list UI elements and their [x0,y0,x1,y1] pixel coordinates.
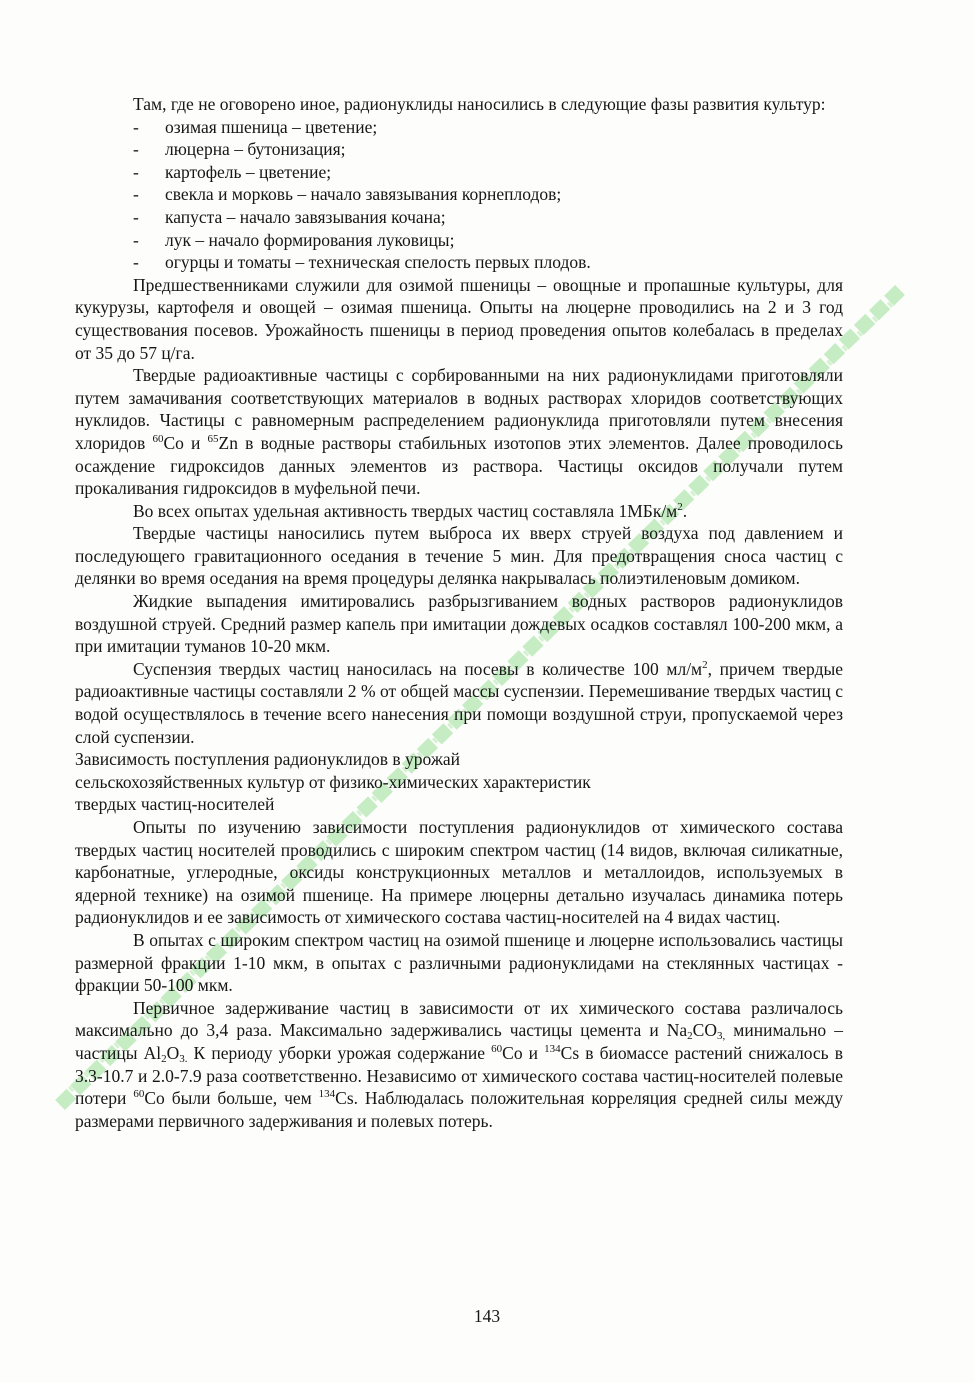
isotope-mass-number: 60 [152,432,164,445]
text-run: Первичное задерживание частиц в зависимости от их химического состава различалось максимально до 3,4 раза. Максимально задерживались частицы цемента и Na [75,997,843,1041]
liquid-fallout-paragraph: Жидкие выпадения имитировались разбрызгиванием водных растворов радионуклидов воздушной струей. Средний размер капель при имитации дождевых осадков составлял 100-200 мкм, а при имитации туманов 10-20 мкм. [75,591,843,657]
list-dash: - [133,161,139,182]
isotope-mass-number: 60 [133,1088,145,1101]
list-dash: - [133,116,139,137]
formula-subscript: 3. [179,1052,188,1065]
text-run: , причем твердые радиоактивные частицы составляли 2 % от общей массы суспензии. Перемешивание твердых частиц с водой осуществлялось в течение всего нанесения при помощи воздушной струи, пропускаемой через слой суспензии. [75,658,843,747]
list-item [133,251,843,274]
list-dash: - [133,206,139,227]
list-item [133,229,843,252]
text-run: Суспензия твердых частиц наносилась на посевы в количестве 100 мл/м [133,658,703,679]
list-dash: - [133,139,139,160]
list-item [133,138,843,161]
specific-activity-paragraph [75,500,843,523]
text-run: Zn в водные растворы стабильных изотопов этих элементов. Далее проводилось осаждение гидроксидов данных элементов из раствора. Частицы оксидов получали путем прокаливания гидроксидов в муфельной печи. [75,432,843,499]
chemical-composition-paragraph: Опыты по изучению зависимости поступления радионуклидов от химического состава твердых частиц носителей проводились с широким спектром частиц (14 видов, включая силикатные, карбонатные, углеродные, оксиды конструкционных металлов и металлоидов, используемых в ядерной технике) на озимой пшенице. На примере люцерны детально изучалась динамика потерь радионуклидов и ее зависимость от химического состава частиц-носителей на 4 видах частиц. [75,817,843,928]
suspension-paragraph [75,658,843,748]
list-item-text: картофель – цветение; [165,161,332,182]
text-run: Cs в биомассе растений снижалось в 3.3-10.7 и 2.0-7.9 раза соответственно. Независимо от химического состава частиц-носителей полевые потери [75,1042,844,1109]
list-item [133,183,843,206]
primary-retention-paragraph [75,997,843,1133]
particle-preparation-paragraph [75,364,843,500]
particle-fractions-paragraph: В опытах с широким спектром частиц на озимой пшенице и люцерне использовались частицы размерной фракции 1-10 мкм, в опытах с различными радионуклидами на стеклянных частицах - фракции 50-100 мкм. [75,929,843,996]
section-heading-line: твердых частиц-носителей [75,794,275,815]
section-heading-line: сельскохозяйственных культур от физико-химических характеристик [75,771,591,792]
isotope-mass-number: 134 [318,1088,336,1101]
unit-exponent: 2 [677,500,683,513]
list-item [133,161,843,184]
list-item [133,206,843,229]
text-run: . [682,500,688,521]
text-run: минимально – частицы Al [75,1020,844,1063]
page-body [75,93,843,1132]
list-dash: - [133,229,139,250]
text-run: Во всех опытах удельная активность твердых частиц составляла 1МБк/м [133,500,678,521]
list-item-text: огурцы и томаты – техническая спелость первых плодов. [165,252,591,273]
text-run: К периоду уборки урожая содержание [187,1042,492,1063]
list-item-text: лук – начало формирования луковицы; [165,229,455,250]
list-item-text: свекла и морковь – начало завязывания корнеплодов; [165,184,562,205]
unit-exponent: 2 [702,658,708,671]
particle-application-paragraph: Твердые частицы наносились путем выброса их вверх струей воздуха под давлением и последующего гравитационного оседания в течение 5 мин. Для предотвращения сноса частиц с делянки во время оседания на время процедуры делянка накрывалась полиэтиленовым домиком. [75,523,843,589]
isotope-mass-number: 65 [207,432,219,445]
predecessors-paragraph: Предшественниками служили для озимой пшеницы – овощные и пропашные культуры, для кукурузы, картофеля и овощей – озимая пшеница. Опыты на люцерне проводились на 2 и 3 год существования посевов. Урожайность пшеницы в период проведения опытов колебалась в пределах от 35 до 57 ц/га. [75,274,843,363]
list-dash: - [133,184,139,205]
formula-subscript: 3, [716,1030,726,1043]
text-run: Co и [502,1042,545,1063]
intro-paragraph: Там, где не оговорено иное, радионуклиды наносились в следующие фазы развития культур: [133,94,826,114]
list-item [133,116,843,139]
list-item-text: люцерна – бутонизация; [165,139,346,160]
section-heading-line: Зависимость поступления радионуклидов в урожай [75,749,461,770]
page-number: 143 [473,1306,501,1326]
text-run: Cs. Наблюдалась положительная корреляция средней силы между размерами первичного задерживания и полевых потерь. [75,1088,843,1131]
list-item-text: озимая пшеница – цветение; [165,116,378,137]
formula-subscript: 2 [161,1052,167,1065]
isotope-mass-number: 60 [491,1042,503,1055]
text-run: CO [692,1020,717,1041]
isotope-mass-number: 134 [544,1042,561,1055]
text-run: Co были больше, чем [144,1088,319,1109]
development-phases-list [75,116,843,274]
text-run: Твердые радиоактивные частицы с сорбированными на них радионуклидами приготовляли путем замачивания соответствующих материалов в водных растворах хлоридов соответствующих нуклидов. Частицы с равномерным распределением радионуклида приготовляли путем внесения хлоридов [75,365,843,453]
formula-subscript: 2 [687,1030,693,1043]
text-run: O [166,1042,180,1063]
text-run: Co и [163,432,208,453]
list-item-text: капуста – начало завязывания кочана; [165,206,446,227]
list-dash: - [133,252,139,273]
